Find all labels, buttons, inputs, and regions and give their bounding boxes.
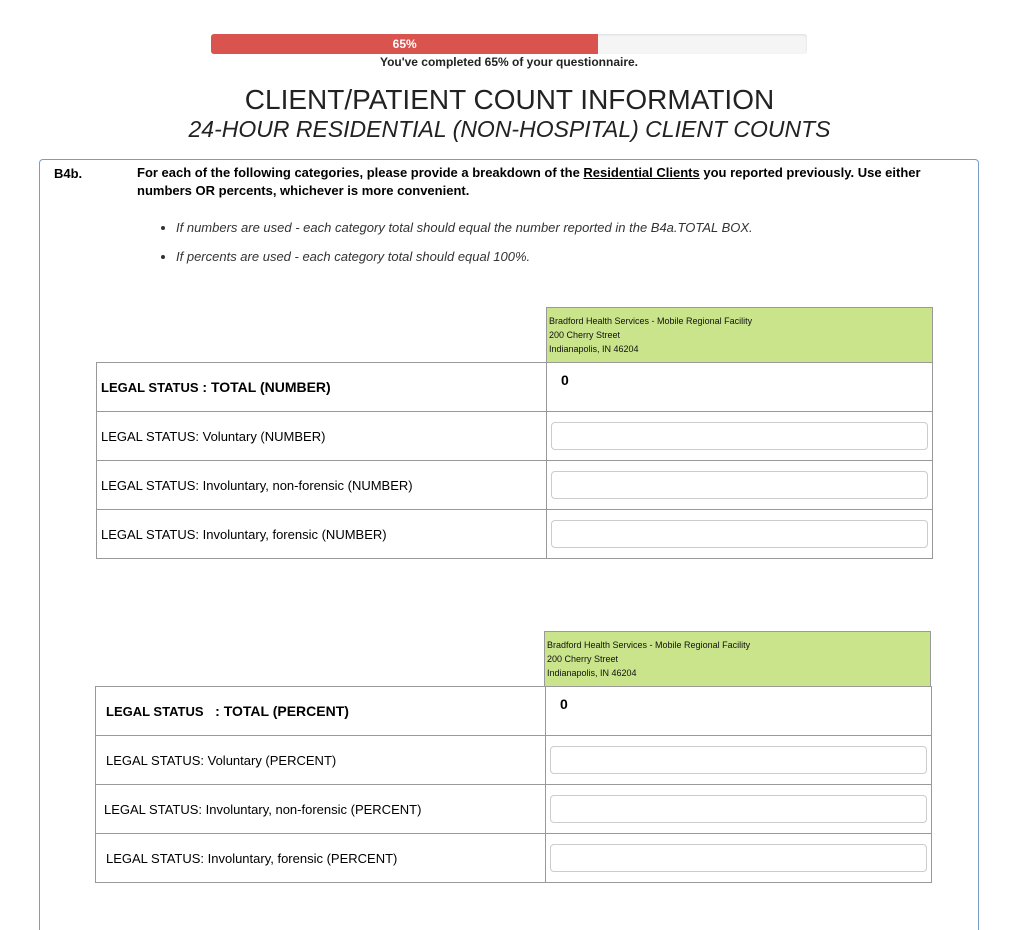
facility-city: Indianapolis, IN 46204 xyxy=(547,668,637,678)
instruction-item: • If numbers are used - each category total should equal the number reported in the B4a.TOTAL BOX. xyxy=(176,220,753,235)
facility-city: Indianapolis, IN 46204 xyxy=(549,344,639,354)
page-title: CLIENT/PATIENT COUNT INFORMATION xyxy=(244,84,775,115)
value-cell xyxy=(547,461,933,510)
table-row xyxy=(96,736,932,785)
voluntary-percent-input[interactable] xyxy=(550,746,927,774)
table-row xyxy=(97,363,933,412)
value-cell xyxy=(547,510,933,559)
row-label: LEGAL STATUS: Involuntary, non-forensic (NUMBER) xyxy=(97,461,547,510)
value-cell xyxy=(547,412,933,461)
question-text-before: For each of the following categories, please provide a breakdown of the xyxy=(137,165,584,180)
facility-header-percent xyxy=(544,631,931,687)
facility-name: Bradford Health Services - Mobile Regional Facility xyxy=(549,316,753,326)
involuntary-nonforensic-number-input[interactable] xyxy=(551,471,928,499)
progress-caption: You've completed 65% of your questionnaire. xyxy=(379,55,639,69)
instruction-item: • If percents are used - each category total should equal 100%. xyxy=(176,249,753,264)
facility-street: 200 Cherry Street xyxy=(547,654,619,664)
total-label-prefix: LEGAL STATUS xyxy=(101,380,199,395)
table-row xyxy=(97,461,933,510)
percent-table xyxy=(95,686,932,883)
total-percent-value: 0 xyxy=(560,696,568,712)
voluntary-number-input[interactable] xyxy=(551,422,928,450)
table-row xyxy=(97,510,933,559)
facility-name: Bradford Health Services - Mobile Regional Facility xyxy=(547,640,751,650)
total-value-cell xyxy=(546,687,932,736)
total-label-suffix: : TOTAL (PERCENT) xyxy=(215,703,349,719)
residential-clients-term: Residential Clients xyxy=(583,165,700,180)
row-label: LEGAL STATUS: Voluntary (PERCENT) xyxy=(96,736,546,785)
facility-street: 200 Cherry Street xyxy=(549,330,621,340)
involuntary-nonforensic-percent-input[interactable] xyxy=(550,795,927,823)
row-label: LEGAL STATUS: Involuntary, forensic (NUMBER) xyxy=(97,510,547,559)
progress-bar-fill: 65% xyxy=(211,34,598,54)
question-number: B4b. xyxy=(54,166,83,181)
value-cell xyxy=(546,736,932,785)
value-cell xyxy=(546,785,932,834)
row-label: LEGAL STATUS: Involuntary, forensic (PERCENT) xyxy=(96,834,546,883)
value-cell xyxy=(546,834,932,883)
row-label: LEGAL STATUS: Involuntary, non-forensic (PERCENT) xyxy=(96,785,546,834)
involuntary-forensic-number-input[interactable] xyxy=(551,520,928,548)
number-table xyxy=(96,362,933,559)
instruction-list xyxy=(160,220,753,278)
involuntary-forensic-percent-input[interactable] xyxy=(550,844,927,872)
total-value-cell xyxy=(547,363,933,412)
table-row xyxy=(97,412,933,461)
facility-header-number xyxy=(546,307,933,363)
total-label xyxy=(97,363,547,412)
progress-bar xyxy=(211,34,807,54)
total-label-prefix: LEGAL STATUS xyxy=(106,704,204,719)
total-label xyxy=(96,687,546,736)
table-row xyxy=(96,834,932,883)
table-row xyxy=(96,687,932,736)
question-text xyxy=(137,164,947,200)
row-label: LEGAL STATUS: Voluntary (NUMBER) xyxy=(97,412,547,461)
question-text-after: you reported previously. Use either numbers OR percents, whichever is more convenient. xyxy=(137,165,921,198)
total-number-value: 0 xyxy=(561,372,569,388)
page-subtitle: 24-HOUR RESIDENTIAL (NON-HOSPITAL) CLIENT COUNTS xyxy=(188,116,831,142)
total-label-suffix: : TOTAL (NUMBER) xyxy=(202,379,331,395)
table-row xyxy=(96,785,932,834)
